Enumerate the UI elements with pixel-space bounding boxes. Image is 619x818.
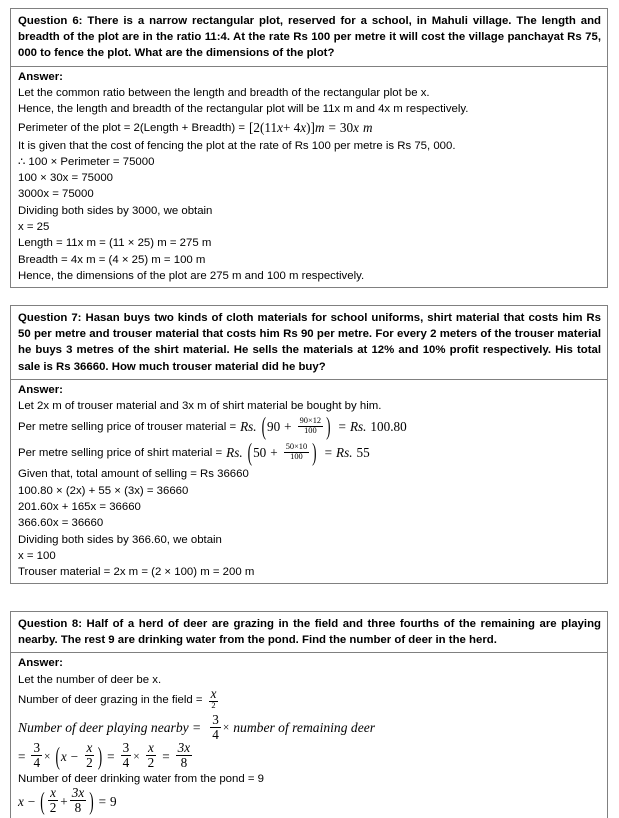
question-7-heading: Question 7: Hasan buys two kinds of cloth materials for school uniforms, shirt material that costs him Rs 50 per metre and trouser material that costs him Rs 90 per metre. For every 2 meters of the trouser material he buys 3 metres of the shirt material. He sells the materials at 12% and 10% profit respectively. His total sale is Rs 36660. How much trouser material did he buy? (11, 306, 607, 380)
answer-label-6: Answer: (18, 70, 63, 83)
q8-final-f2-den: 8 (74, 800, 82, 816)
left-paren-icon: ( (55, 741, 60, 771)
q8-final-fraction-2 (70, 786, 86, 815)
q8-playing-text: Number of deer playing nearby = (18, 720, 202, 736)
q8-calc-times1: × (44, 750, 51, 763)
q7-shirt-fraction (284, 443, 309, 462)
q8-calc-f1-num: 3 (33, 740, 41, 756)
q8-playing-num: 3 (212, 711, 219, 727)
q7-shirt-base: 50 (253, 445, 267, 461)
q6-perimeter-var2: x (300, 119, 307, 135)
q7-shirt-prefix: Per metre selling price of shirt material = (18, 447, 223, 460)
q7-shirt-rs2: Rs. (336, 445, 353, 461)
q8-calc-fraction-5 (176, 741, 192, 770)
q6-perimeter-result-var: x (353, 119, 359, 135)
q8-final-eq: = (98, 793, 107, 809)
q7-trouser-rs2: Rs. (349, 419, 367, 435)
q8-calc-f1-den: 4 (33, 755, 41, 771)
question-8-answer-body (11, 653, 607, 818)
q8-playing-times: × (222, 722, 230, 735)
q8-calc-x: x (60, 748, 67, 764)
q6-line-9: x = 25 (18, 220, 50, 233)
question-block-8 (10, 611, 608, 818)
q8-calc-fraction-3 (121, 741, 132, 770)
q6-perimeter-unit1: m (314, 119, 325, 135)
q7-trouser-base: 90 (266, 419, 281, 435)
q6-line-2: Hence, the length and breadth of the rectangular plot will be 11x m and 4x m respectively. (18, 103, 469, 116)
q6-perimeter-eq: = (328, 119, 336, 135)
q8-calc-f3-den: 4 (122, 755, 130, 771)
q8-final-f1-num: x (50, 785, 56, 801)
q6-line-10: Length = 11x m = (11 × 25) m = 275 m (18, 237, 212, 250)
q7-line-7: x = 100 (18, 549, 56, 562)
question-6-heading: Question 6: There is a narrow rectangular plot, reserved for a school, in Mahuli village. The length and breadth of the plot are in the ratio 11:4. At the rate Rs 100 per metre it will cost the village panchayat Rs 75, 000 to fence the plot. What are the dimensions of the plot? (11, 9, 607, 67)
q7-line-3: 100.80 × (2x) + 55 × (3x) = 36660 (18, 484, 189, 497)
q8-final-f2-num: 3x (71, 785, 85, 801)
q6-perimeter-plus: + 4 (282, 119, 301, 135)
right-paren-icon: ) (97, 741, 103, 771)
question-block-6 (10, 8, 608, 288)
q6-line-7: 3000x = 75000 (18, 188, 94, 201)
right-paren-icon: ) (326, 412, 331, 441)
q8-calc-f5-den: 8 (180, 755, 188, 771)
q8-final-plus: + (60, 793, 68, 809)
q7-shirt-frac-num: 50×10 (285, 442, 308, 452)
q7-trouser-value: 100.80 (370, 419, 407, 435)
q6-perimeter-close: )] (306, 119, 315, 135)
q6-perimeter-var1: x (277, 119, 283, 135)
q7-shirt-eq: = (324, 445, 333, 461)
question-6-answer-body (11, 67, 607, 288)
answer-label-8: Answer: (18, 657, 63, 670)
q8-calc-equation (18, 742, 601, 771)
q6-line-8: Dividing both sides by 3000, we obtain (18, 204, 213, 217)
q7-shirt-price-equation (18, 440, 601, 466)
q8-final-minus: − (27, 793, 36, 809)
answer-label-7: Answer: (18, 383, 63, 396)
q6-perimeter-open: [2(11 (249, 119, 278, 135)
q7-line-4: 201.60x + 165x = 36660 (18, 501, 141, 513)
q8-playing-den: 4 (212, 726, 219, 742)
q8-final-f1-den: 2 (49, 800, 57, 816)
q8-final-equation (18, 787, 601, 816)
q8-calc-f2-den: 2 (86, 755, 93, 771)
q8-calc-f3-num: 3 (122, 740, 130, 756)
right-paren-icon: ) (89, 786, 94, 816)
q7-shirt-rs: Rs. (226, 445, 243, 461)
q8-grazing-equation (18, 688, 601, 712)
q8-playing-rest: number of remaining deer (233, 720, 376, 736)
q8-calc-eq3: = (162, 748, 170, 764)
q8-grazing-prefix: Number of deer grazing in the field = (18, 693, 203, 706)
q8-calc-f4-den: 2 (147, 755, 155, 771)
q6-line-4: It is given that the cost of fencing the plot at the rate of Rs 100 per metre is Rs 75, 000. (18, 139, 456, 152)
q8-calc-f5-num: 3x (177, 740, 191, 756)
q8-final-x: x (18, 793, 24, 809)
q7-trouser-eq: = (338, 419, 346, 435)
left-paren-icon: ( (261, 412, 266, 441)
q8-grazing-den: 2 (211, 700, 216, 710)
q7-trouser-plus: + (284, 419, 292, 435)
q8-calc-fraction-1 (31, 741, 42, 770)
q7-line-5: 366.60x = 36660 (18, 517, 104, 530)
q6-perimeter-unit2: m (362, 119, 373, 135)
q7-line-1: Let 2x m of trouser material and 3x m of shirt material be bought by him. (18, 400, 382, 413)
q8-line-1: Let the number of deer be x. (18, 673, 162, 686)
q8-grazing-fraction (209, 687, 219, 711)
q7-shirt-plus: + (270, 445, 278, 461)
q6-perimeter-result-num: 30 (339, 119, 354, 135)
q7-trouser-prefix: Per metre selling price of trouser material = (18, 421, 237, 434)
left-paren-icon: ( (247, 438, 253, 467)
q7-line-8: Trouser material = 2x m = (2 × 100) m = 200 m (18, 566, 255, 579)
right-paren-icon: ) (312, 438, 317, 467)
q8-line-3: Number of deer drinking water from the pond = 9 (18, 773, 264, 786)
q8-grazing-num: x (210, 686, 217, 701)
left-paren-icon: ( (40, 786, 45, 816)
q8-calc-times2: × (133, 750, 140, 763)
q6-line-11: Breadth = 4x m = (4 × 25) m = 100 m (18, 253, 206, 266)
q8-calc-f4-num: x (148, 740, 154, 756)
q7-line-2: Given that, total amount of selling = Rs 36660 (18, 468, 249, 481)
question-8-heading: Question 8: Half of a herd of deer are grazing in the field and three fourths of the remaining are playing nearby. The rest 9 are drinking water from the pond. Find the number of deer in the herd. (11, 612, 607, 653)
q8-playing-fraction (210, 713, 221, 742)
q8-final-fraction-1 (48, 786, 59, 815)
q7-trouser-price-equation (18, 414, 601, 440)
q6-perimeter-prefix: Perimeter of the plot = 2(Length + Breadth) = (18, 121, 246, 134)
q7-trouser-frac-num: 90×12 (299, 416, 322, 426)
q6-line-1: Let the common ratio between the length and breadth of the rectangular plot be x. (18, 86, 430, 99)
q8-final-value: 9 (110, 793, 117, 809)
question-7-answer-body (11, 380, 607, 584)
q7-shirt-frac-den: 100 (290, 451, 303, 461)
q8-calc-minus: − (70, 748, 79, 764)
q8-calc-fraction-4 (146, 741, 157, 770)
q8-calc-eq2: = (107, 748, 115, 764)
q6-line-12: Hence, the dimensions of the plot are 275 m and 100 m respectively. (18, 269, 365, 282)
q8-calc-f2-num: x (86, 740, 93, 756)
q6-perimeter-equation (18, 118, 601, 138)
q7-line-6: Dividing both sides by 366.60, we obtain (18, 533, 222, 546)
q8-calc-fraction-2 (84, 741, 95, 770)
q7-trouser-rs: Rs. (240, 419, 257, 435)
q6-line-5: ∴ 100 × Perimeter = 75000 (18, 155, 155, 168)
q8-playing-equation (18, 711, 601, 743)
q6-line-6: 100 × 30x = 75000 (18, 172, 114, 185)
q7-trouser-fraction (298, 417, 323, 436)
question-block-7 (10, 305, 608, 584)
q7-shirt-value: 55 (356, 445, 370, 461)
q7-trouser-frac-den: 100 (304, 425, 317, 435)
q8-calc-eq1: = (18, 748, 26, 764)
